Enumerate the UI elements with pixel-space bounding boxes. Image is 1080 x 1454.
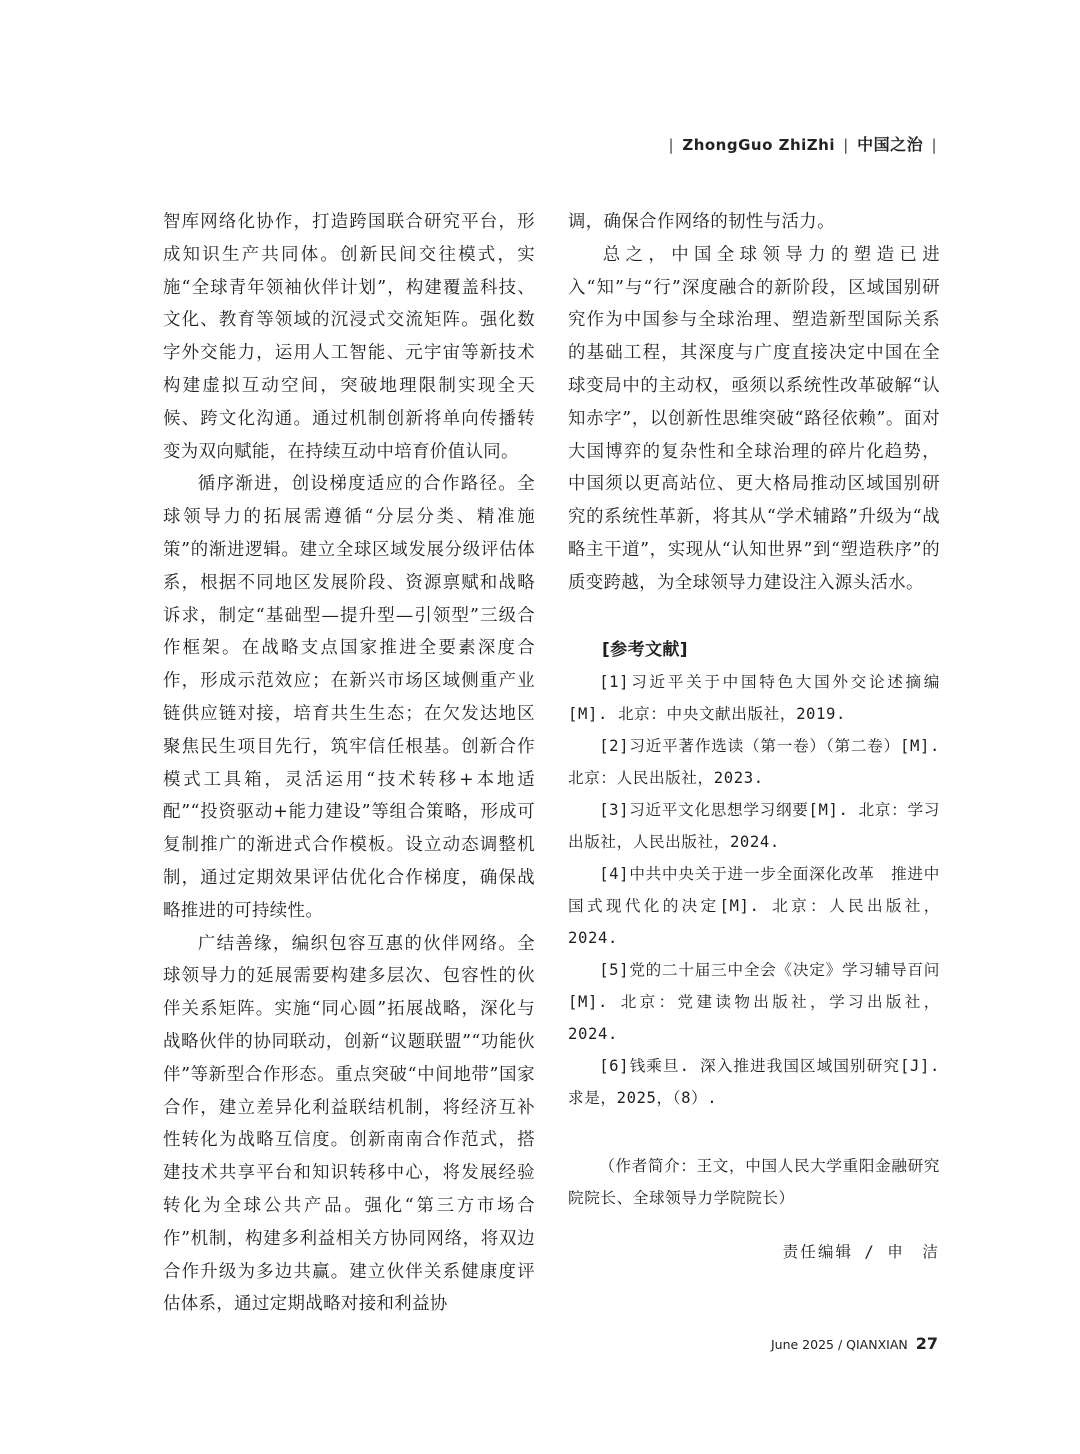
reference-item: [6]钱乘旦. 深入推进我国区域国别研究[J]. 求是，2025，（8）.	[568, 1057, 940, 1108]
reference-item: [4]中共中央关于进一步全面深化改革 推进中国式现代化的决定[M]. 北京：人民出版社，2024.	[568, 865, 940, 948]
header-divider: |	[843, 136, 849, 154]
references-section	[568, 634, 940, 1115]
body-paragraph: 总之，中国全球领导力的塑造已进入“知”与“行”深度融合的新阶段，区域国别研究作为中国参与全球治理、塑造新型国际关系的基础工程，其深度与广度直接决定中国在全球变局中的主动权，亟须以系统性改革破解“认知赤字”，以创新性思维突破“路径依赖”。面对大国博弈的复杂性和全球治理的碎片化趋势，中国须以更高站位、更大格局推动区域国别研究的系统性革新，将其从“学术辅路”升级为“战略主干道”，实现从“认知世界”到“塑造秩序”的质变跨越，为全球领导力建设注入源头活水。	[568, 244, 940, 593]
page-footer	[771, 1334, 938, 1353]
header-chinese-title: 中国之治	[857, 135, 924, 154]
responsible-editor: 责任编辑 / 申 洁	[782, 1243, 940, 1262]
header-divider: |	[668, 136, 675, 154]
header-divider: |	[931, 136, 937, 154]
body-paragraph: 调，确保合作网络的韧性与活力。	[568, 212, 835, 232]
reference-item: [5]党的二十届三中全会《决定》学习辅导百问[M]. 北京：党建读物出版社，学习出版社，2024.	[568, 961, 940, 1044]
body-paragraph: 智库网络化协作，打造跨国联合研究平台，形成知识生产共同体。创新民间交往模式，实施“全球青年领袖伙伴计划”，构建覆盖科技、文化、教育等领域的沉浸式交流矩阵。强化数字外交能力，运用人工智能、元宇宙等新技术构建虚拟互动空间，突破地理限制实现全天候、跨文化沟通。通过机制创新将单向传播转变为双向赋能，在持续互动中培育价值认同。	[163, 212, 535, 462]
issue-label: June 2025 / QIANXIAN	[770, 1337, 908, 1352]
body-paragraph: 循序渐进，创设梯度适应的合作路径。全球领导力的拓展需遵循“分层分类、精准施策”的渐进逻辑。建立全球区域发展分级评估体系，根据不同地区发展阶段、资源禀赋和战略诉求，制定“基础型—提升型—引领型”三级合作框架。在战略支点国家推进全要素深度合作，形成示范效应；在新兴市场区域侧重产业链供应链对接，培育共生生态；在欠发达地区聚焦民生项目先行，筑牢信任根基。创新合作模式工具箱，灵活运用“技术转移+本地适配”“投资驱动+能力建设”等组合策略，形成可复制推广的渐进式合作模板。设立动态调整机制，通过定期效果评估优化合作梯度，确保战略推进的可持续性。	[163, 474, 535, 921]
left-column	[163, 206, 535, 1321]
references-heading: [参考文献]	[602, 639, 688, 660]
right-column	[568, 206, 940, 1269]
author-note: （作者简介：王文，中国人民大学重阳金融研究院院长、全球领导力学院院长）	[568, 1157, 940, 1208]
body-paragraph: 广结善缘，编织包容互惠的伙伴网络。全球领导力的延展需要构建多层次、包容性的伙伴关系矩阵。实施“同心圆”拓展战略，深化与战略伙伴的协同联动，创新“议题联盟”“功能伙伴”等新型合作形态。重点突破“中间地带”国家合作，建立差异化利益联结机制，将经济互补性转化为战略互信度。创新南南合作范式，搭建技术共享平台和知识转移中心，将发展经验转化为全球公共产品。强化“第三方市场合作”机制，构建多利益相关方协同网络，将双边合作升级为多边共赢。建立伙伴关系健康度评估体系，通过定期战略对接和利益协	[163, 933, 535, 1315]
page-number: 27	[915, 1334, 938, 1353]
running-header	[665, 132, 940, 155]
reference-item: [1]习近平关于中国特色大国外交论述摘编[M]. 北京：中央文献出版社，2019.	[568, 673, 940, 724]
header-pinyin-title: ZhongGuo ZhiZhi	[682, 136, 836, 154]
reference-item: [3]习近平文化思想学习纲要[M]. 北京：学习出版社，人民出版社，2024.	[568, 801, 940, 852]
reference-item: [2]习近平著作选读（第一卷）（第二卷）[M]. 北京：人民出版社，2023.	[568, 737, 940, 788]
